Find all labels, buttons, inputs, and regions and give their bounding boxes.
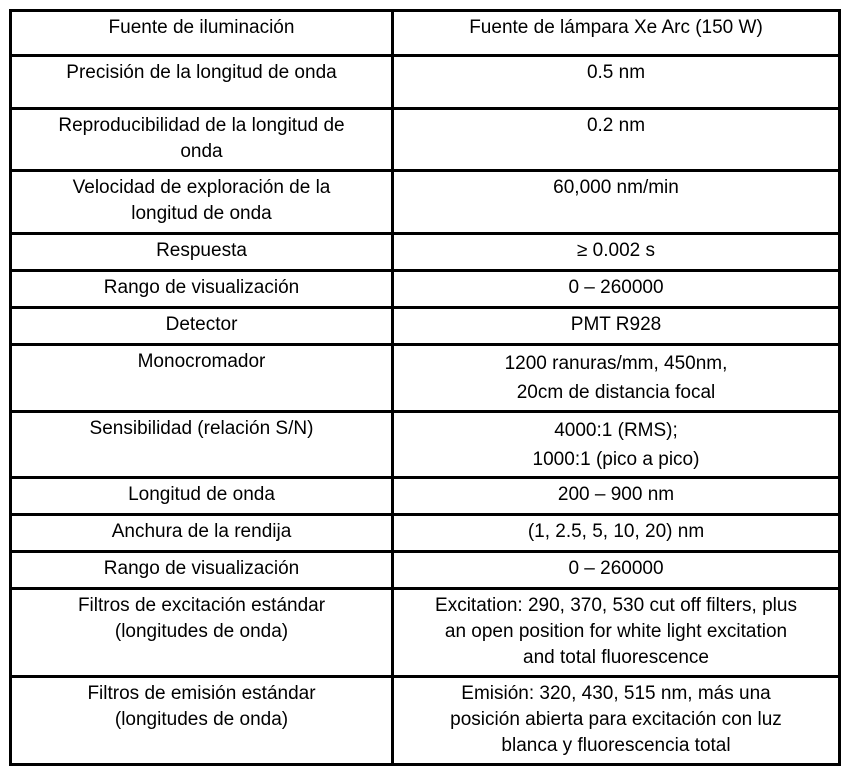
param-text: (longitudes de onda) bbox=[114, 621, 289, 642]
param-cell bbox=[11, 234, 393, 271]
table-row bbox=[11, 345, 840, 412]
param-text: Respuesta bbox=[156, 240, 247, 261]
value-text: 0.5 nm bbox=[586, 62, 646, 83]
param-text: Anchura de la rendija bbox=[111, 521, 292, 542]
param-text: Sensibilidad (relación S/N) bbox=[89, 418, 314, 439]
param-text: onda bbox=[180, 141, 223, 162]
value-cell bbox=[393, 171, 840, 234]
value-text: and total fluorescence bbox=[523, 647, 709, 668]
param-text: Filtros de excitación estándar bbox=[77, 595, 326, 616]
table-row bbox=[11, 589, 840, 677]
param-cell bbox=[11, 677, 393, 765]
value-cell bbox=[393, 589, 840, 677]
param-text: (longitudes de onda) bbox=[114, 709, 289, 730]
value-text: ≥ 0.002 s bbox=[576, 240, 656, 261]
value-text: 20cm de distancia focal bbox=[516, 382, 716, 403]
param-cell bbox=[11, 56, 393, 109]
value-cell bbox=[393, 677, 840, 765]
value-cell bbox=[393, 478, 840, 515]
value-cell bbox=[393, 552, 840, 589]
param-text: Longitud de onda bbox=[128, 484, 275, 505]
value-text: PMT R928 bbox=[570, 314, 662, 335]
value-cell bbox=[393, 345, 840, 412]
value-text: Emisión: 320, 430, 515 nm, más una bbox=[461, 683, 771, 704]
value-text: 1200 ranuras/mm, 450nm, bbox=[504, 353, 728, 374]
table-row bbox=[11, 677, 840, 765]
table-row bbox=[11, 56, 840, 109]
table-row bbox=[11, 11, 840, 56]
param-text: Filtros de emisión estándar bbox=[87, 683, 316, 704]
param-cell bbox=[11, 478, 393, 515]
value-text: 60,000 nm/min bbox=[553, 177, 679, 198]
param-cell bbox=[11, 345, 393, 412]
param-text: longitud de onda bbox=[131, 203, 272, 224]
value-text: 0.2 nm bbox=[586, 115, 646, 136]
value-cell bbox=[393, 412, 840, 478]
value-cell bbox=[393, 56, 840, 109]
param-cell bbox=[11, 271, 393, 308]
value-cell bbox=[393, 515, 840, 552]
param-text: Velocidad de exploración de la bbox=[72, 177, 331, 198]
value-text: 0 – 260000 bbox=[568, 558, 664, 579]
table-row bbox=[11, 109, 840, 171]
param-text: Monocromador bbox=[137, 351, 266, 372]
value-cell bbox=[393, 308, 840, 345]
value-cell bbox=[393, 271, 840, 308]
table-row bbox=[11, 478, 840, 515]
value-text: Fuente de lámpara Xe Arc (150 W) bbox=[469, 17, 763, 38]
value-text: Excitation: 290, 370, 530 cut off filters, plus bbox=[435, 595, 797, 616]
param-text: Rango de visualización bbox=[103, 558, 300, 579]
spec-table bbox=[9, 9, 841, 766]
value-text: posición abierta para excitación con luz bbox=[450, 709, 782, 730]
table-row bbox=[11, 171, 840, 234]
table-row bbox=[11, 515, 840, 552]
value-text: 4000:1 (RMS); bbox=[554, 420, 678, 441]
value-text: 1000:1 (pico a pico) bbox=[532, 449, 700, 470]
param-cell bbox=[11, 109, 393, 171]
param-cell bbox=[11, 171, 393, 234]
value-cell bbox=[393, 11, 840, 56]
param-text: Reproducibilidad de la longitud de bbox=[58, 115, 345, 136]
param-cell bbox=[11, 552, 393, 589]
value-text: 0 – 260000 bbox=[568, 277, 664, 298]
value-text: blanca y fluorescencia total bbox=[501, 735, 731, 756]
value-cell bbox=[393, 109, 840, 171]
param-text: Detector bbox=[165, 314, 238, 335]
value-text: an open position for white light excitation bbox=[444, 621, 788, 642]
param-text: Fuente de iluminación bbox=[108, 17, 295, 38]
value-text: 200 – 900 nm bbox=[557, 484, 675, 505]
value-text: (1, 2.5, 5, 10, 20) nm bbox=[527, 521, 705, 542]
param-cell bbox=[11, 11, 393, 56]
table-row bbox=[11, 412, 840, 478]
table-row bbox=[11, 271, 840, 308]
table-row bbox=[11, 308, 840, 345]
param-cell bbox=[11, 308, 393, 345]
param-cell bbox=[11, 515, 393, 552]
value-cell bbox=[393, 234, 840, 271]
param-text: Precisión de la longitud de onda bbox=[66, 62, 337, 83]
param-text: Rango de visualización bbox=[103, 277, 300, 298]
param-cell bbox=[11, 589, 393, 677]
table-row bbox=[11, 234, 840, 271]
param-cell bbox=[11, 412, 393, 478]
table-row bbox=[11, 552, 840, 589]
